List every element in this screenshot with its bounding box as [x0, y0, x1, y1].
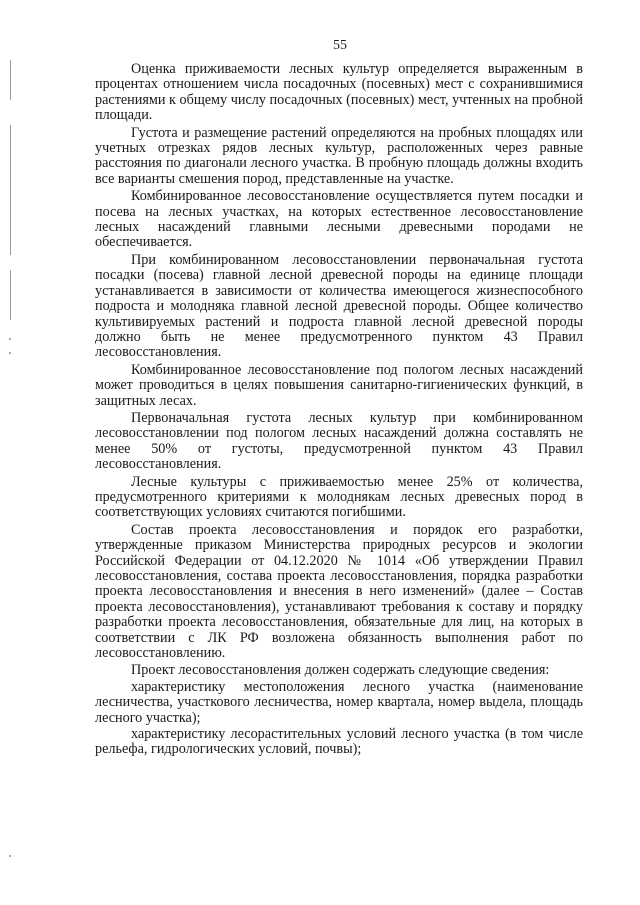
scan-margin-dot [9, 855, 11, 857]
paragraph-initial-density: При комбинированном лесовосстановлении первоначальная густота посадки (посева) главной лесной древесной породы на единице площади устанавливается в зависимости от количества имеющегося жизнеспособного подроста и молодняка главной лесной древесной породы. Общее количество культивируемых растений и подроста главной лесной древесной породы должно быть не менее предусмотренного пунктом 43 Правил лесовосстановления. [95, 251, 583, 361]
page-number: 55 [333, 38, 347, 53]
scan-margin-mark [10, 125, 11, 255]
list-item-growing-conditions: характеристику лесорастительных условий лесного участка (в том числе рельефа, гидрологических условий, почвы); [95, 726, 583, 758]
paragraph-dead-cultures: Лесные культуры с приживаемостью менее 25% от количества, предусмотренного критериями к молоднякам лесных древесных пород в соответствующих условиях считаются погибшими. [95, 473, 583, 521]
paragraph-density-placement: Густота и размещение растений определяются на пробных площадях или учетных отрезках рядов лесных культур, расположенных через равные расстояния по диагонали лесного участка. В пробную площадь должны входить все варианты смешения пород, представленные на участке. [95, 124, 583, 187]
scan-margin-dot [9, 338, 11, 340]
scan-margin-dot [9, 352, 11, 354]
list-item-location: характеристику местоположения лесного участка (наименование лесничества, участкового лесничества, номер квартала, номер выдела, площадь лесного участка); [95, 678, 583, 726]
paragraph-combined-reforestation: Комбинированное лесовосстановление осуществляется путем посадки и посева на лесных участках, на которых естественное лесовосстановление лесных насаждений главными лесными древесными породами не обеспечивается. [95, 188, 583, 251]
scan-margin-mark [10, 60, 11, 100]
paragraph-under-canopy-density: Первоначальная густота лесных культур при комбинированном лесовосстановлении под пологом лесных насаждений должна составлять не менее 50% от густоты, предусмотренной пунктом 43 Правил лесовосстановления. [95, 409, 583, 473]
paragraph-under-canopy: Комбинированное лесовосстановление под пологом лесных насаждений может проводиться в целях повышения санитарно-гигиенических функций, в защитных лесах. [95, 361, 583, 409]
paragraph-project-contents-intro: Проект лесовосстановления должен содержать следующие сведения: [131, 662, 550, 679]
paragraph-project-composition: Состав проекта лесовосстановления и порядок его разработки, утвержденные приказом Министерства природных ресурсов и экологии Российской Федерации от 04.12.2020 № 1014 «Об утверждении Правил лесовосстановления, состава проекта лесовосстановления, порядка разработки проекта лесовосстановления и внесения в него изменений» (далее – Состав проекта лесовосстановления), устанавливают требования к составу и порядку разработки проекта лесовосстановления, обязательные для лиц, на которых в соответствии с ЛК РФ возложена обязанность выполнения работ по лесовосстановлению. [95, 521, 583, 662]
body-text [95, 62, 583, 759]
scan-margin-mark [10, 270, 11, 320]
paragraph-survival-assessment: Оценка приживаемости лесных культур определяется выраженным в процентах отношением числа посадочных (посевных) мест с сохранившимися растениями к общему числу посадочных (посевных) мест, учтенных на пробной площади. [95, 61, 583, 124]
